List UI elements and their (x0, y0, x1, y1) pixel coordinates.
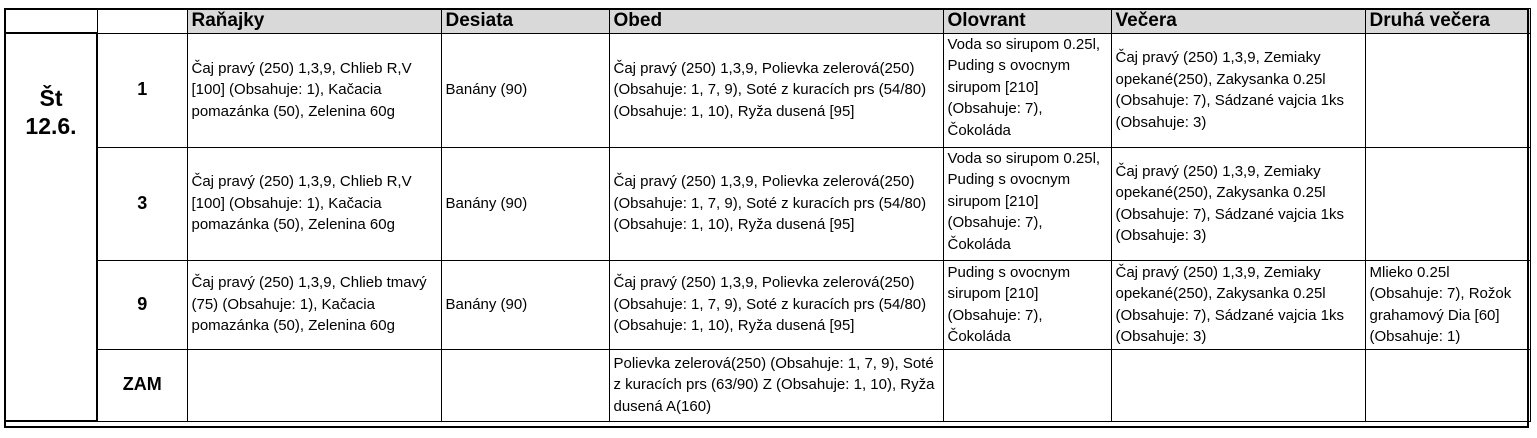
table-row (5, 33, 1530, 147)
cell-ranajky: Čaj pravý (250) 1,3,9, Chlieb R,V [100] (Obsahuje: 1), Kačacia pomazánka (50), Zelenina 60g (187, 33, 441, 147)
header-blank-day (5, 9, 97, 34)
day-name: Št (39, 85, 63, 111)
cell-ranajky: Čaj pravý (250) 1,3,9, Chlieb R,V [100] (Obsahuje: 1), Kačacia pomazánka (50), Zelenina 60g (187, 147, 441, 260)
cell-olovrant: Puding s ovocnym sirupom [210] (Obsahuje: 7), Čokoláda (943, 260, 1111, 349)
diet-label: 3 (97, 147, 187, 260)
cell-obed: Čaj pravý (250) 1,3,9, Polievka zelerová(250) (Obsahuje: 1, 7, 9), Soté z kuracích prs (54/80) (Obsahuje: 1, 10), Ryža dusená [95] (609, 147, 943, 260)
table-row (5, 260, 1530, 349)
cell-vecera: Čaj pravý (250) 1,3,9, Zemiaky opekané(250), Zakysanka 0.25l (Obsahuje: 7), Sádzané vajcia 1ks (Obsahuje: 3) (1111, 33, 1365, 147)
header-desiata: Desiata (441, 9, 609, 34)
cell-olovrant: Voda so sirupom 0.25l, Puding s ovocnym sirupom [210] (Obsahuje: 7), Čokoláda (943, 33, 1111, 147)
header-vecera: Večera (1111, 9, 1365, 34)
day-cell (5, 33, 97, 421)
cell-druha-vecera: Mlieko 0.25l (Obsahuje: 7), Rožok grahamový Dia [60] (Obsahuje: 1) (1365, 260, 1530, 349)
cell-ranajky: Čaj pravý (250) 1,3,9, Chlieb tmavý (75) (Obsahuje: 1), Kačacia pomazánka (50), Zelenina 60g (187, 260, 441, 349)
diet-label: ZAM (97, 349, 187, 421)
cell-druha-vecera (1365, 349, 1530, 421)
cell-desiata (441, 349, 609, 421)
cell-obed: Polievka zelerová(250) (Obsahuje: 1, 7, 9), Soté z kuracích prs (63/90) Z (Obsahuje: 1, 10), Ryža dusená A(160) (609, 349, 943, 421)
table-row (5, 147, 1530, 260)
header-obed: Obed (609, 9, 943, 34)
header-ranajky: Raňajky (187, 9, 441, 34)
cell-druha-vecera (1365, 147, 1530, 260)
header-blank-diet (97, 9, 187, 34)
diet-label: 1 (97, 33, 187, 147)
cell-desiata: Banány (90) (441, 33, 609, 147)
diet-label: 9 (97, 260, 187, 349)
header-druha-vecera: Druhá večera (1365, 9, 1530, 34)
day-date: 12.6. (25, 113, 77, 139)
header-olovrant: Olovrant (943, 9, 1111, 34)
menu-table (4, 8, 1531, 422)
cell-druha-vecera (1365, 33, 1530, 147)
cell-ranajky (187, 349, 441, 421)
cell-olovrant: Voda so sirupom 0.25l, Puding s ovocnym sirupom [210] (Obsahuje: 7), Čokoláda (943, 147, 1111, 260)
table-row (5, 349, 1530, 421)
cell-vecera (1111, 349, 1365, 421)
cell-desiata: Banány (90) (441, 147, 609, 260)
cell-obed: Čaj pravý (250) 1,3,9, Polievka zelerová(250) (Obsahuje: 1, 7, 9), Soté z kuracích prs (54/80) (Obsahuje: 1, 10), Ryža dusená [95] (609, 33, 943, 147)
header-row (5, 9, 1530, 34)
cell-desiata: Banány (90) (441, 260, 609, 349)
cell-olovrant (943, 349, 1111, 421)
cell-vecera: Čaj pravý (250) 1,3,9, Zemiaky opekané(250), Zakysanka 0.25l (Obsahuje: 7), Sádzané vajcia 1ks (Obsahuje: 3) (1111, 147, 1365, 260)
cell-obed: Čaj pravý (250) 1,3,9, Polievka zelerová(250) (Obsahuje: 1, 7, 9), Soté z kuracích prs (54/80) (Obsahuje: 1, 10), Ryža dusená [95] (609, 260, 943, 349)
cell-vecera: Čaj pravý (250) 1,3,9, Zemiaky opekané(250), Zakysanka 0.25l (Obsahuje: 7), Sádzané vajcia 1ks (Obsahuje: 3) (1111, 260, 1365, 349)
